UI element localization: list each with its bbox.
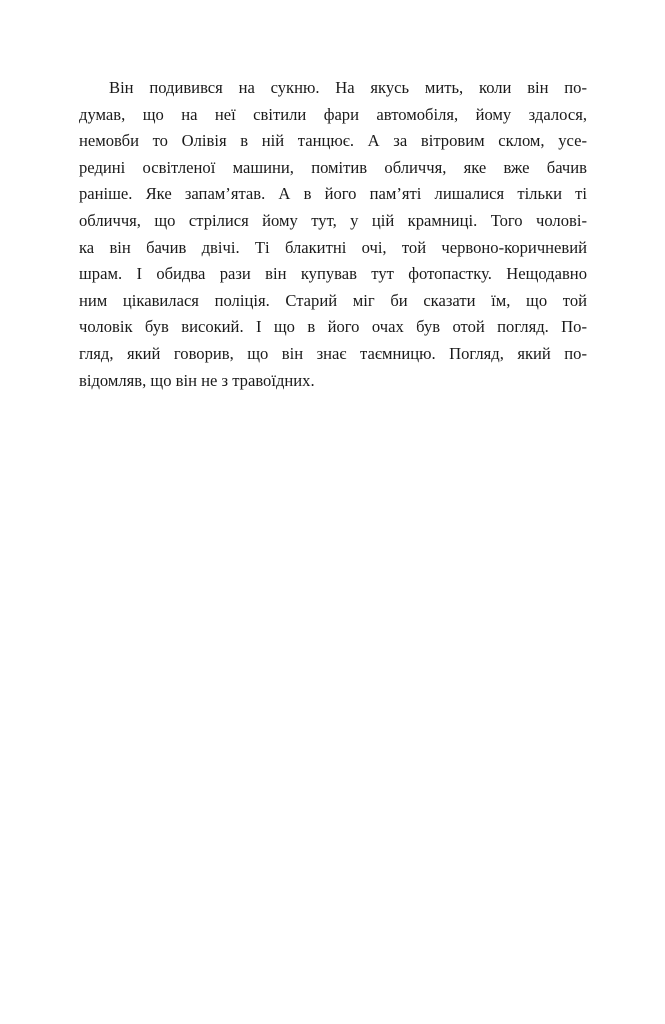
text-line: думав, що на неї світили фари автомобіля, йому здалося, xyxy=(79,104,587,124)
text-line: гляд, який говорив, що він знає таємницю. Погляд, який по- xyxy=(79,343,587,363)
text-line: немовби то Олівія в ній танцює. А за вітровим склом, усе- xyxy=(79,131,587,151)
text-line: шрам. І обидва рази він купував тут фотопастку. Нещодавно xyxy=(79,264,587,284)
text-line: відомляв, що він не з травоїдних. xyxy=(79,370,315,390)
text-line: редині освітленої машини, помітив обличчя, яке вже бачив xyxy=(79,157,587,177)
text-line: Він подивився на сукню. На якусь мить, коли він по- xyxy=(109,78,587,97)
text-line: ним цікавилася поліція. Старий міг би сказати їм, що той xyxy=(79,290,587,310)
text-line: ка він бачив двічі. Ті блакитні очі, той червоно-коричневий xyxy=(79,237,587,257)
text-line: чоловік був високий. І що в його очах був отой погляд. По- xyxy=(79,317,587,337)
text-line: раніше. Яке запам’ятав. А в його пам’яті лишалися тільки ті xyxy=(79,184,587,204)
text-line: обличчя, що стрілися йому тут, у цій крамниці. Того чолові- xyxy=(79,210,587,230)
body-paragraph xyxy=(79,75,587,394)
